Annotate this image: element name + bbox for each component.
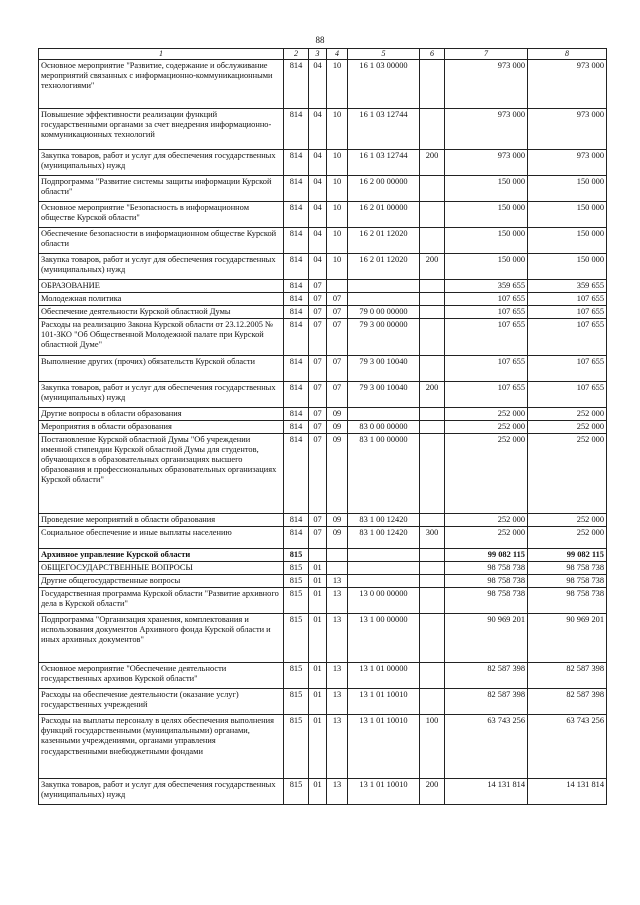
table-row bbox=[39, 253, 607, 279]
row-value-cell: 04 bbox=[309, 227, 327, 253]
row-value-cell: 99 082 115 bbox=[445, 549, 528, 562]
table-row bbox=[39, 381, 607, 407]
row-value-cell: 150 000 bbox=[445, 253, 528, 279]
row-value-cell bbox=[420, 614, 445, 663]
table-row bbox=[39, 779, 607, 805]
row-value-cell: 200 bbox=[420, 253, 445, 279]
row-name-cell: Обеспечение безопасности в информационном обществе Курской области bbox=[39, 227, 284, 253]
row-value-cell: 10 bbox=[327, 108, 348, 149]
row-value-cell: 252 000 bbox=[445, 407, 528, 420]
row-value-cell: 13 1 01 00000 bbox=[348, 663, 420, 689]
row-value-cell: 150 000 bbox=[528, 253, 607, 279]
column-header: 3 bbox=[309, 49, 327, 60]
row-value-cell: 814 bbox=[284, 381, 309, 407]
row-name-cell: Выполнение других (прочих) обязательств Курской области bbox=[39, 355, 284, 381]
row-value-cell: 16 1 03 12744 bbox=[348, 149, 420, 175]
row-value-cell: 150 000 bbox=[445, 227, 528, 253]
row-value-cell: 252 000 bbox=[445, 527, 528, 549]
row-value-cell: 83 1 00 12420 bbox=[348, 513, 420, 526]
row-value-cell: 973 000 bbox=[528, 149, 607, 175]
row-value-cell bbox=[420, 689, 445, 715]
row-value-cell: 07 bbox=[309, 433, 327, 513]
row-value-cell bbox=[309, 549, 327, 562]
table-row bbox=[39, 575, 607, 588]
row-value-cell bbox=[348, 549, 420, 562]
row-value-cell: 815 bbox=[284, 549, 309, 562]
row-value-cell: 100 bbox=[420, 715, 445, 779]
row-name-cell: ОБЩЕГОСУДАРСТВЕННЫЕ ВОПРОСЫ bbox=[39, 562, 284, 575]
row-value-cell: 10 bbox=[327, 149, 348, 175]
row-name-cell: Расходы на реализацию Закона Курской области от 23.12.2005 № 101-ЗКО "Об Общественной Молодежной палате при Курской областной Думе" bbox=[39, 318, 284, 355]
row-value-cell bbox=[420, 407, 445, 420]
row-value-cell bbox=[420, 663, 445, 689]
row-value-cell: 252 000 bbox=[528, 420, 607, 433]
row-value-cell: 98 758 738 bbox=[528, 562, 607, 575]
row-value-cell: 04 bbox=[309, 59, 327, 108]
row-value-cell: 79 0 00 00000 bbox=[348, 305, 420, 318]
row-value-cell: 09 bbox=[327, 513, 348, 526]
row-value-cell: 07 bbox=[309, 381, 327, 407]
row-value-cell: 01 bbox=[309, 562, 327, 575]
row-value-cell: 815 bbox=[284, 689, 309, 715]
row-name-cell: Основное мероприятие "Безопасность в информационном обществе Курской области" bbox=[39, 201, 284, 227]
row-value-cell: 79 3 00 00000 bbox=[348, 318, 420, 355]
row-value-cell: 01 bbox=[309, 588, 327, 614]
row-value-cell: 10 bbox=[327, 201, 348, 227]
row-value-cell: 01 bbox=[309, 614, 327, 663]
row-value-cell: 16 1 03 12744 bbox=[348, 108, 420, 149]
row-name-cell: Основное мероприятие "Обеспечение деятельности государственных архивов Курской области" bbox=[39, 663, 284, 689]
row-name-cell: Подпрограмма "Организация хранения, комплектования и использования документов Архивного фонда Курской области и иных архивных документов" bbox=[39, 614, 284, 663]
row-value-cell: 79 3 00 10040 bbox=[348, 381, 420, 407]
row-value-cell: 200 bbox=[420, 149, 445, 175]
row-value-cell: 814 bbox=[284, 201, 309, 227]
column-number-row bbox=[39, 49, 607, 60]
row-value-cell: 973 000 bbox=[445, 149, 528, 175]
column-header: 8 bbox=[528, 49, 607, 60]
row-value-cell: 814 bbox=[284, 305, 309, 318]
row-value-cell bbox=[420, 549, 445, 562]
table-row bbox=[39, 108, 607, 149]
row-value-cell: 252 000 bbox=[528, 513, 607, 526]
row-value-cell: 814 bbox=[284, 292, 309, 305]
row-value-cell: 63 743 256 bbox=[528, 715, 607, 779]
row-value-cell: 01 bbox=[309, 779, 327, 805]
table-row bbox=[39, 305, 607, 318]
row-value-cell: 150 000 bbox=[528, 175, 607, 201]
row-value-cell: 359 655 bbox=[445, 279, 528, 292]
row-value-cell: 815 bbox=[284, 575, 309, 588]
row-value-cell: 252 000 bbox=[445, 433, 528, 513]
row-value-cell bbox=[327, 562, 348, 575]
table-row bbox=[39, 407, 607, 420]
row-value-cell: 82 587 398 bbox=[445, 689, 528, 715]
row-value-cell: 10 bbox=[327, 227, 348, 253]
table-row bbox=[39, 689, 607, 715]
row-value-cell: 107 655 bbox=[445, 381, 528, 407]
row-value-cell: 252 000 bbox=[445, 513, 528, 526]
row-value-cell: 10 bbox=[327, 59, 348, 108]
row-value-cell: 01 bbox=[309, 575, 327, 588]
row-name-cell: Подпрограмма "Развитие системы защиты информации Курской области" bbox=[39, 175, 284, 201]
table-row bbox=[39, 527, 607, 549]
column-header: 6 bbox=[420, 49, 445, 60]
table-row bbox=[39, 201, 607, 227]
row-value-cell: 107 655 bbox=[528, 381, 607, 407]
table-row bbox=[39, 549, 607, 562]
row-name-cell: Обеспечение деятельности Курской областной Думы bbox=[39, 305, 284, 318]
row-name-cell: Архивное управление Курской области bbox=[39, 549, 284, 562]
row-value-cell bbox=[348, 279, 420, 292]
row-value-cell bbox=[348, 575, 420, 588]
row-value-cell: 107 655 bbox=[445, 305, 528, 318]
row-value-cell bbox=[420, 108, 445, 149]
row-value-cell: 07 bbox=[327, 355, 348, 381]
row-value-cell: 107 655 bbox=[528, 318, 607, 355]
row-value-cell: 973 000 bbox=[528, 59, 607, 108]
row-value-cell: 13 0 00 00000 bbox=[348, 588, 420, 614]
row-value-cell: 07 bbox=[309, 305, 327, 318]
row-value-cell: 16 1 03 00000 bbox=[348, 59, 420, 108]
row-value-cell: 01 bbox=[309, 663, 327, 689]
row-value-cell: 04 bbox=[309, 149, 327, 175]
row-value-cell: 814 bbox=[284, 149, 309, 175]
row-value-cell: 14 131 814 bbox=[445, 779, 528, 805]
row-value-cell: 815 bbox=[284, 715, 309, 779]
row-value-cell: 83 1 00 00000 bbox=[348, 433, 420, 513]
table-row bbox=[39, 513, 607, 526]
row-value-cell: 973 000 bbox=[445, 108, 528, 149]
row-value-cell: 09 bbox=[327, 527, 348, 549]
row-value-cell: 82 587 398 bbox=[528, 663, 607, 689]
row-value-cell: 13 1 01 10010 bbox=[348, 779, 420, 805]
row-value-cell: 150 000 bbox=[528, 227, 607, 253]
row-value-cell: 83 1 00 12420 bbox=[348, 527, 420, 549]
row-value-cell: 107 655 bbox=[528, 355, 607, 381]
row-value-cell: 107 655 bbox=[445, 292, 528, 305]
column-header: 2 bbox=[284, 49, 309, 60]
row-value-cell: 252 000 bbox=[528, 433, 607, 513]
row-value-cell: 814 bbox=[284, 407, 309, 420]
row-value-cell: 04 bbox=[309, 253, 327, 279]
row-value-cell: 04 bbox=[309, 175, 327, 201]
row-value-cell: 252 000 bbox=[528, 407, 607, 420]
row-value-cell: 815 bbox=[284, 779, 309, 805]
table-row bbox=[39, 663, 607, 689]
table-row bbox=[39, 715, 607, 779]
row-value-cell: 01 bbox=[309, 689, 327, 715]
row-value-cell: 07 bbox=[309, 407, 327, 420]
table-row bbox=[39, 420, 607, 433]
row-value-cell: 82 587 398 bbox=[528, 689, 607, 715]
row-value-cell: 16 2 00 00000 bbox=[348, 175, 420, 201]
row-value-cell bbox=[420, 420, 445, 433]
row-value-cell: 814 bbox=[284, 527, 309, 549]
row-value-cell: 815 bbox=[284, 663, 309, 689]
row-value-cell: 814 bbox=[284, 279, 309, 292]
row-value-cell: 13 bbox=[327, 663, 348, 689]
row-value-cell bbox=[348, 292, 420, 305]
row-value-cell: 07 bbox=[309, 279, 327, 292]
row-value-cell: 09 bbox=[327, 433, 348, 513]
row-value-cell: 814 bbox=[284, 175, 309, 201]
row-value-cell bbox=[420, 513, 445, 526]
row-value-cell: 150 000 bbox=[528, 201, 607, 227]
row-value-cell: 98 758 738 bbox=[445, 575, 528, 588]
row-name-cell: Закупка товаров, работ и услуг для обеспечения государственных (муниципальных) нужд bbox=[39, 381, 284, 407]
row-name-cell: Социальное обеспечение и иные выплаты населению bbox=[39, 527, 284, 549]
table-row bbox=[39, 614, 607, 663]
column-header: 1 bbox=[39, 49, 284, 60]
table-row bbox=[39, 292, 607, 305]
table-row bbox=[39, 227, 607, 253]
row-name-cell: ОБРАЗОВАНИЕ bbox=[39, 279, 284, 292]
row-value-cell: 79 3 00 10040 bbox=[348, 355, 420, 381]
budget-table bbox=[38, 48, 607, 805]
column-header: 7 bbox=[445, 49, 528, 60]
row-value-cell: 973 000 bbox=[445, 59, 528, 108]
row-value-cell: 815 bbox=[284, 588, 309, 614]
row-name-cell: Основное мероприятие "Развитие, содержание и обслуживание мероприятий связанных с информационно-коммуникационными технологиями" bbox=[39, 59, 284, 108]
row-value-cell: 814 bbox=[284, 59, 309, 108]
row-value-cell bbox=[420, 562, 445, 575]
row-value-cell bbox=[420, 305, 445, 318]
table-row bbox=[39, 318, 607, 355]
row-value-cell: 07 bbox=[327, 381, 348, 407]
row-value-cell: 10 bbox=[327, 253, 348, 279]
table-row bbox=[39, 433, 607, 513]
column-header: 4 bbox=[327, 49, 348, 60]
row-value-cell bbox=[420, 175, 445, 201]
row-value-cell bbox=[327, 279, 348, 292]
row-value-cell: 252 000 bbox=[528, 527, 607, 549]
row-value-cell bbox=[420, 59, 445, 108]
row-name-cell: Расходы на выплаты персоналу в целях обеспечения выполнения функций государственными (муниципальными) органами, казенными учреждениями, органами управления государственными внебюджетными фондами bbox=[39, 715, 284, 779]
table-row bbox=[39, 588, 607, 614]
row-value-cell: 16 2 01 00000 bbox=[348, 201, 420, 227]
row-value-cell: 63 743 256 bbox=[445, 715, 528, 779]
table-row bbox=[39, 355, 607, 381]
row-name-cell: Постановление Курской областной Думы "Об учреждении именной стипендии Курской областной Думы для студентов, обучающихся в образовательных организациях высшего образования и профессиональных образовательных организациях Курской области" bbox=[39, 433, 284, 513]
row-value-cell bbox=[420, 227, 445, 253]
row-value-cell: 814 bbox=[284, 108, 309, 149]
row-value-cell: 814 bbox=[284, 355, 309, 381]
row-value-cell: 09 bbox=[327, 420, 348, 433]
row-value-cell bbox=[420, 355, 445, 381]
row-value-cell: 10 bbox=[327, 175, 348, 201]
row-value-cell: 200 bbox=[420, 381, 445, 407]
row-name-cell: Государственная программа Курской области "Развитие архивного дела в Курской области" bbox=[39, 588, 284, 614]
table-row bbox=[39, 562, 607, 575]
row-value-cell: 13 bbox=[327, 588, 348, 614]
row-value-cell: 07 bbox=[309, 527, 327, 549]
row-value-cell: 13 bbox=[327, 575, 348, 588]
row-value-cell: 815 bbox=[284, 614, 309, 663]
row-value-cell: 13 bbox=[327, 689, 348, 715]
row-value-cell: 814 bbox=[284, 420, 309, 433]
row-name-cell: Мероприятия в области образования bbox=[39, 420, 284, 433]
row-value-cell: 13 bbox=[327, 715, 348, 779]
table-row bbox=[39, 59, 607, 108]
row-value-cell: 200 bbox=[420, 779, 445, 805]
row-value-cell: 13 1 01 10010 bbox=[348, 689, 420, 715]
row-value-cell: 98 758 738 bbox=[528, 575, 607, 588]
row-value-cell: 83 0 00 00000 bbox=[348, 420, 420, 433]
row-value-cell: 98 758 738 bbox=[528, 588, 607, 614]
row-name-cell: Повышение эффективности реализации функций государственными органами за счет внедрения информационно-коммуникационных технологий bbox=[39, 108, 284, 149]
row-value-cell: 107 655 bbox=[528, 292, 607, 305]
row-name-cell: Другие вопросы в области образования bbox=[39, 407, 284, 420]
row-value-cell: 107 655 bbox=[528, 305, 607, 318]
row-value-cell: 07 bbox=[309, 420, 327, 433]
row-name-cell: Закупка товаров, работ и услуг для обеспечения государственных (муниципальных) нужд bbox=[39, 779, 284, 805]
row-name-cell: Молодежная политика bbox=[39, 292, 284, 305]
row-value-cell: 99 082 115 bbox=[528, 549, 607, 562]
row-value-cell bbox=[420, 318, 445, 355]
row-value-cell: 04 bbox=[309, 108, 327, 149]
row-value-cell: 16 2 01 12020 bbox=[348, 253, 420, 279]
table-row bbox=[39, 279, 607, 292]
row-value-cell bbox=[420, 588, 445, 614]
row-value-cell: 04 bbox=[309, 201, 327, 227]
row-value-cell: 07 bbox=[309, 513, 327, 526]
row-value-cell: 13 bbox=[327, 779, 348, 805]
table-row bbox=[39, 175, 607, 201]
row-name-cell: Проведение мероприятий в области образования bbox=[39, 513, 284, 526]
row-value-cell: 359 655 bbox=[528, 279, 607, 292]
row-value-cell bbox=[420, 575, 445, 588]
row-value-cell: 814 bbox=[284, 227, 309, 253]
row-name-cell: Закупка товаров, работ и услуг для обеспечения государственных (муниципальных) нужд bbox=[39, 149, 284, 175]
row-value-cell: 107 655 bbox=[445, 318, 528, 355]
row-value-cell: 01 bbox=[309, 715, 327, 779]
row-value-cell: 107 655 bbox=[445, 355, 528, 381]
row-value-cell bbox=[420, 292, 445, 305]
row-value-cell bbox=[420, 279, 445, 292]
table-row bbox=[39, 149, 607, 175]
row-value-cell: 973 000 bbox=[528, 108, 607, 149]
row-value-cell: 07 bbox=[327, 305, 348, 318]
row-value-cell: 815 bbox=[284, 562, 309, 575]
row-value-cell: 07 bbox=[309, 355, 327, 381]
row-value-cell: 90 969 201 bbox=[445, 614, 528, 663]
row-value-cell: 13 1 01 10010 bbox=[348, 715, 420, 779]
row-value-cell: 82 587 398 bbox=[445, 663, 528, 689]
row-name-cell: Закупка товаров, работ и услуг для обеспечения государственных (муниципальных) нужд bbox=[39, 253, 284, 279]
row-value-cell: 814 bbox=[284, 318, 309, 355]
row-value-cell bbox=[420, 433, 445, 513]
row-value-cell: 07 bbox=[327, 318, 348, 355]
row-value-cell: 07 bbox=[309, 318, 327, 355]
row-value-cell: 07 bbox=[327, 292, 348, 305]
row-value-cell bbox=[348, 407, 420, 420]
row-value-cell: 150 000 bbox=[445, 201, 528, 227]
row-value-cell bbox=[348, 562, 420, 575]
row-value-cell: 814 bbox=[284, 513, 309, 526]
row-value-cell: 252 000 bbox=[445, 420, 528, 433]
row-value-cell: 07 bbox=[309, 292, 327, 305]
row-value-cell: 14 131 814 bbox=[528, 779, 607, 805]
row-value-cell: 98 758 738 bbox=[445, 588, 528, 614]
page-number: 88 bbox=[315, 35, 325, 45]
column-header: 5 bbox=[348, 49, 420, 60]
row-value-cell: 09 bbox=[327, 407, 348, 420]
row-value-cell: 814 bbox=[284, 253, 309, 279]
row-value-cell: 90 969 201 bbox=[528, 614, 607, 663]
row-value-cell: 98 758 738 bbox=[445, 562, 528, 575]
row-value-cell: 150 000 bbox=[445, 175, 528, 201]
row-value-cell bbox=[420, 201, 445, 227]
row-value-cell: 300 bbox=[420, 527, 445, 549]
row-value-cell: 13 bbox=[327, 614, 348, 663]
row-value-cell: 13 1 00 00000 bbox=[348, 614, 420, 663]
row-value-cell: 814 bbox=[284, 433, 309, 513]
row-name-cell: Другие общегосударственные вопросы bbox=[39, 575, 284, 588]
row-value-cell: 16 2 01 12020 bbox=[348, 227, 420, 253]
row-value-cell bbox=[327, 549, 348, 562]
row-name-cell: Расходы на обеспечение деятельности (оказание услуг) государственных учреждений bbox=[39, 689, 284, 715]
